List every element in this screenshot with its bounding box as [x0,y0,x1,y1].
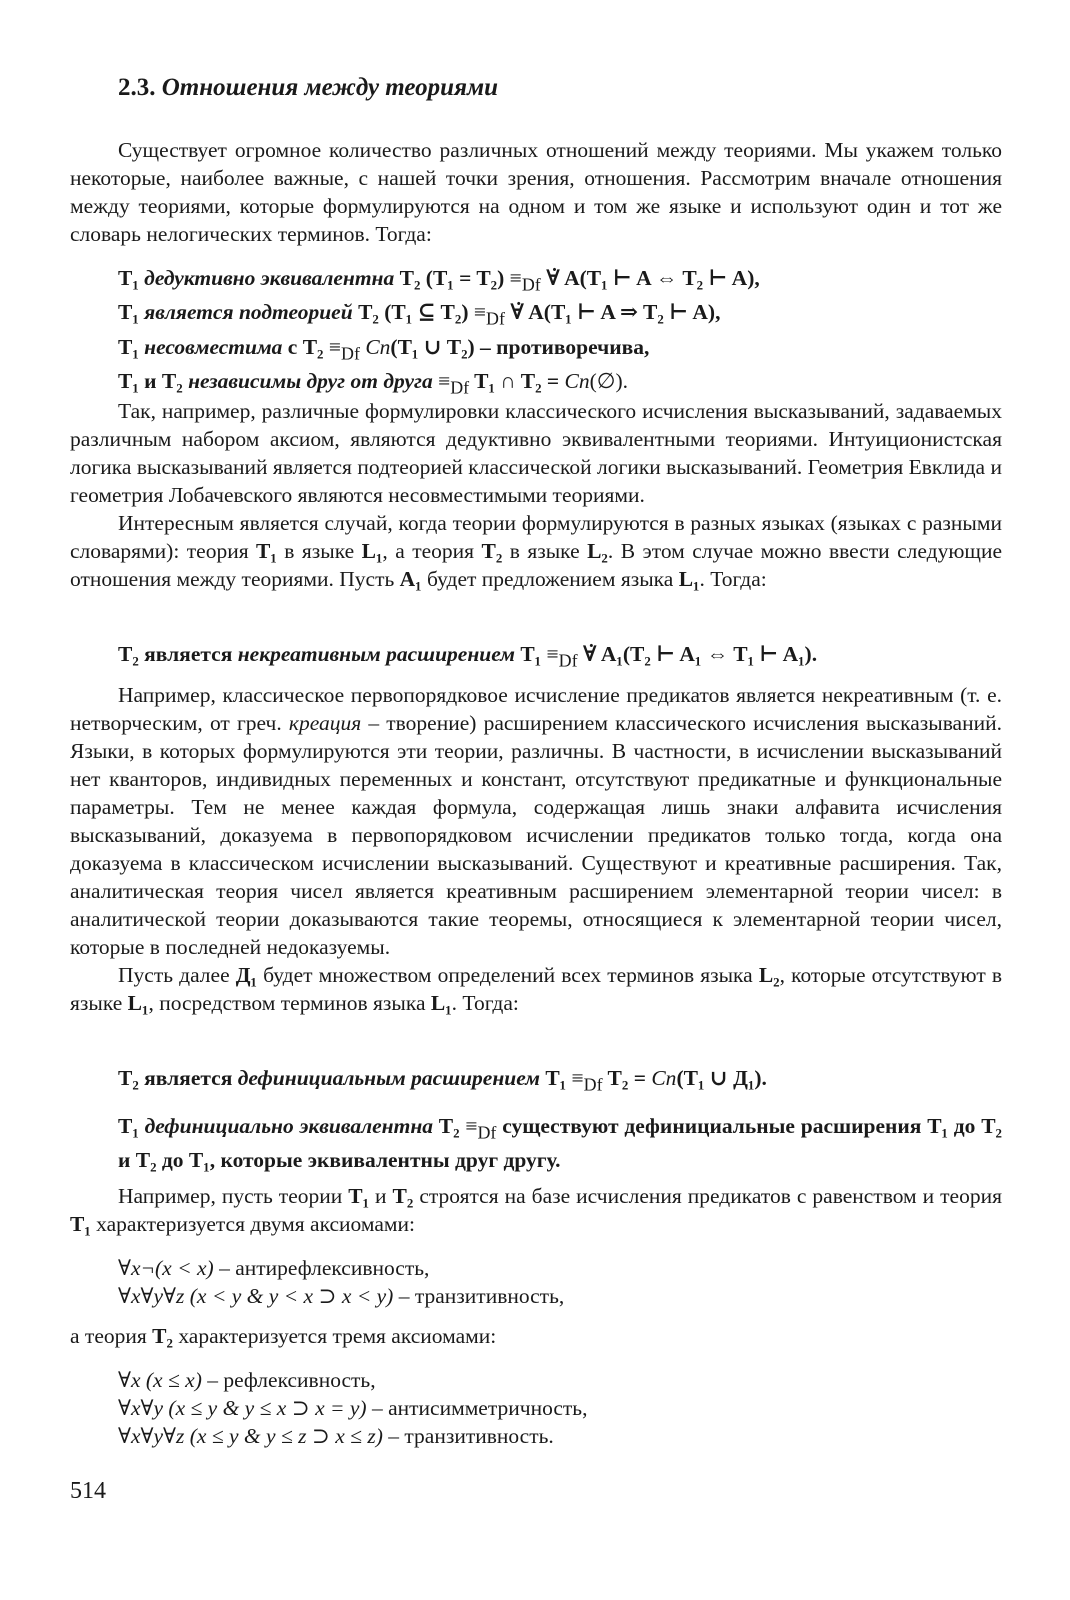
axiom-transitivity: ∀x∀y∀z (x ≤ y & y ≤ z ⊃ x ≤ z) – транзитивность. [118,1424,554,1448]
section-title: Отношения между теориями [161,74,498,101]
paragraph-different-languages: Интересным является случай, когда теории формулируются в разных языках (языках с разными словарями): теория T₁ в языке L₁, а теория T₂ в языке L₂. В этом случае можно ввести следующие отношения между теориями. Пусть A₁ будет предложением языка L₁. Тогда: [70,511,1002,591]
axiom-antireflexivity: ∀x¬(x < x) – антирефлексивность, [118,1256,430,1280]
paragraph-noncreative-example [70,681,1002,1017]
def-independent: T₁ и T₂ независимы друг от друга $\equiv_{Df}$ T₁ ∩ T₂ = Cn(∅). [118,368,629,398]
axiom-reflexivity: ∀x (x ≤ x) – рефлексивность, [118,1368,376,1392]
def-deductive-equivalence: T₁ дедуктивно эквивалентна T₂ $(T_1 = T_2) \equiv_{Df}$ ∀̇ A(T₁ ⊢ A ⇔ T₂ ⊢ A), [118,266,760,295]
paragraph-definitions-set: Пусть далее Д₁ будет множеством определений всех терминов языка L₂, которые отсутствуют в языке L₁, посредством терминов языка L₁. Тогда: [70,963,1002,1015]
page-number: 514 [70,1478,106,1504]
paragraph-text: Например, классическое первопорядковое исчисление предикатов является некреативным (т. е. нетворческим, от греч. креация – творение) расширением классического исчисления высказываний. Языки, в которых формулируются эти теории, различны. В частности, в исчислении высказываний нет кванторов, индивидных переменных и констант, отсутствуют предикатные и функциональные параметры. Тем не менее каждая формула, содержащая лишь знаки алфавита исчисления высказываний, доказуема в первопорядковом исчислении предикатов только тогда, когда она доказуема в классическом исчислении высказываний. Существуют и креативные расширения. Так, аналитическая теория чисел является креативным расширением элементарной теории чисел: в аналитической теории доказываются такие теоремы, относящиеся к элементарной теории чисел, которые в последней недоказуемы. [70,683,1002,959]
paragraph-text: Так, например, различные формулировки классического исчисления высказываний, задаваемых различным набором аксиом, являются дедуктивно эквивалентными теориями. Интуиционистская логика высказываний является подтеорией классической логики высказываний. Геометрия Евклида и геометрия Лобачевского являются несовместимыми теориями. [70,399,1002,507]
def-definitional-extension: T₂ является дефинициальным расширением $T_1 \equiv_{Df}$ T₂ = Cn(T₁ ∪ Д₁). [118,1066,767,1095]
paragraph-axioms-intro: Например, пусть теории T₁ и T₂ строятся на базе исчисления предикатов с равенством и теория T₁ характеризуется двумя аксиомами: [70,1184,1002,1236]
paragraph-text: Существует огромное количество различных отношений между теориями. Мы укажем только некоторые, наиболее важные, с нашей точки зрения, отношения. Рассмотрим вначале отношения между теориями, которые формулируются на одном и том же языке и используют один и тот же словарь нелогических терминов. Тогда: [70,138,1002,246]
def-subtheory: T₁ является подтеорией T₂ (T₁ ⊆ $T_2) \equiv_{Df}$ ∀̇ A(T₁ ⊢ A ⇒ T₂ ⊢ A), [118,300,721,329]
axioms-theory-1 [118,1254,1002,1310]
paragraph-theory-2: а теория T₂ характеризуется тремя аксиомами: [70,1324,497,1348]
section-number: 2.3. [118,74,156,101]
definitions-same-language [118,264,1002,401]
axiom-antisymmetry: ∀x∀y (x ≤ y & y ≤ x ⊃ x = y) – антисимметричность, [118,1396,588,1420]
section-heading [118,74,498,102]
def-incompatible: T₁ несовместима с $T_2 \equiv_{Df}$ Cn(T₁ ∪ T₂) – противоречива, [118,334,650,363]
def-definitional-equivalence: T₁ дефинициально эквивалентна $T_2 \equiv_{Df}$ существуют дефинициальные расширения T₁ до T₂ и T₂ до T₁, которые эквивалентны друг другу. [118,1114,1002,1173]
def-noncreative-extension: T₂ является некреативным расширением $T_1 \equiv_{Df}$ ∀̇ A₁(T₂ ⊢ A₁ ⇔ T₁ ⊢ A₁). [118,642,818,671]
paragraph-intro [70,136,1002,248]
axiom-transitivity-strict: ∀x∀y∀z (x < y & y < x ⊃ x < y) – транзитивность, [118,1284,565,1308]
paragraph-examples [70,397,1002,593]
axioms-theory-2 [118,1366,1002,1450]
